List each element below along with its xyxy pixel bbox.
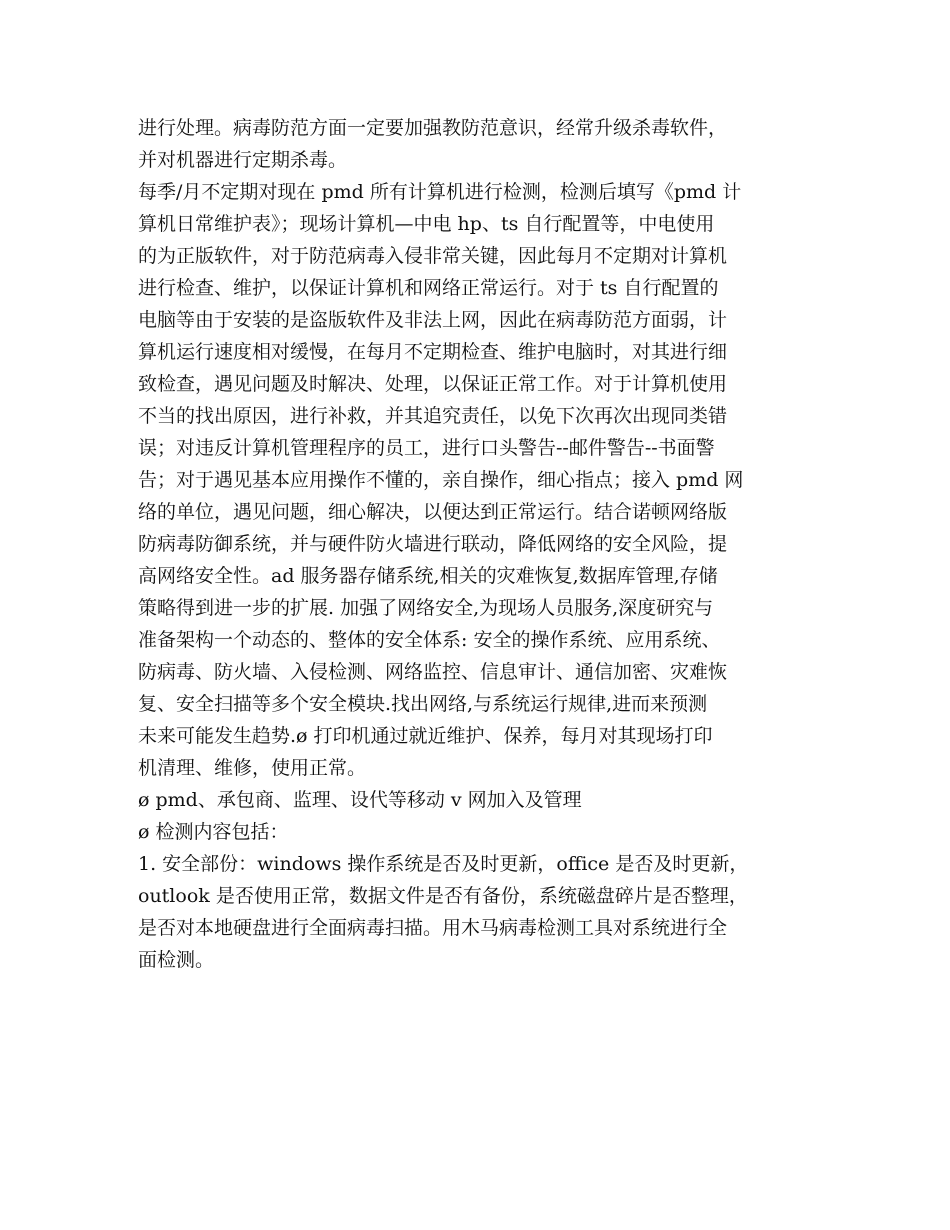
text-line: outlook 是否使用正常，数据文件是否有备份，系统磁盘碎片是否整理， [138,885,748,907]
text-line: ø 检测内容包括： [138,821,289,843]
text-line: 的为正版软件，对于防范病毒入侵非常关键，因此每月不定期对计算机 [138,245,728,267]
text-line: 告；对于遇见基本应用操作不懂的，亲自操作，细心指点；接入 pmd 网 [138,469,744,491]
text-line: 防病毒、防火墙、入侵检测、网络监控、信息审计、通信加密、灾难恢 [138,661,728,683]
text-line: 不当的找出原因，进行补救，并其追究责任，以免下次再次出现同类错 [138,405,728,427]
text-line: 未来可能发生趋势.ø 打印机通过就近维护、保养，每月对其现场打印 [138,725,713,747]
text-line: 络的单位，遇见问题，细心解决，以便达到正常运行。结合诺顿网络版 [138,501,728,523]
text-line: 准备架构一个动态的、整体的安全体系: 安全的操作系统、应用系统、 [138,629,721,651]
text-line: 面检测。 [138,949,215,971]
text-line: 高网络安全性。ad 服务器存储系统,相关的灾难恢复,数据库管理,存储 [138,565,718,587]
text-line: 每季/月不定期对现在 pmd 所有计算机进行检测，检测后填写《pmd 计 [138,181,742,203]
text-line: 机清理、维修，使用正常。 [138,757,367,779]
text-line: 进行检查、维护，以保证计算机和网络正常运行。对于 ts 自行配置的 [138,277,719,299]
text-line: 防病毒防御系统，并与硬件防火墙进行联动，降低网络的安全风险，提 [138,533,728,555]
text-line: 算机运行速度相对缓慢，在每月不定期检查、维护电脑时，对其进行细 [138,341,728,363]
text-line: 进行处理。病毒防范方面一定要加强教防范意识，经常升级杀毒软件， [138,117,728,139]
text-line: 是否对本地硬盘进行全面病毒扫描。用木马病毒检测工具对系统进行全 [138,917,728,939]
text-line: 1. 安全部份：windows 操作系统是否及时更新，office 是否及时更新， [138,853,749,875]
text-line: 算机日常维护表》；现场计算机—中电 hp、ts 自行配置等，中电使用 [138,213,715,235]
text-line: 致检查，遇见问题及时解决、处理，以保证正常工作。对于计算机使用 [138,373,728,395]
text-line: 策略得到进一步的扩展. 加强了网络安全,为现场人员服务,深度研究与 [138,597,714,619]
body-text [138,112,818,976]
text-line: 并对机器进行定期杀毒。 [138,149,348,171]
text-line: 复、安全扫描等多个安全模块.找出网络,与系统运行规律,进而来预测 [138,693,708,715]
text-line: 电脑等由于安装的是盗版软件及非法上网，因此在病毒防范方面弱，计 [138,309,728,331]
text-line: ø pmd、承包商、监理、设代等移动 v 网加入及管理 [138,789,582,811]
text-line: 误；对违反计算机管理程序的员工，进行口头警告--邮件警告--书面警 [138,437,715,459]
